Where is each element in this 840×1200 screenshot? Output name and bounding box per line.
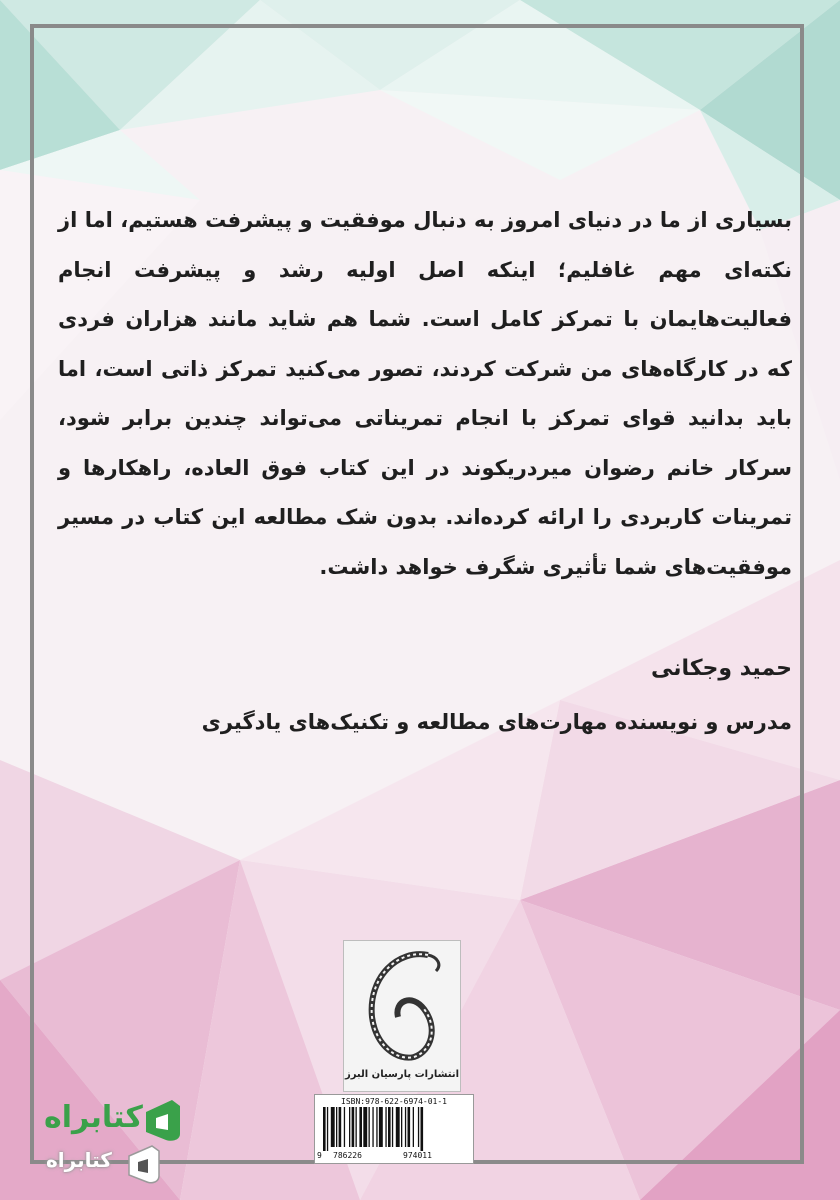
barcode-bar: [396, 1107, 400, 1147]
barcode-digits-right: 974011: [403, 1151, 432, 1160]
barcode-bar: [356, 1107, 357, 1147]
isbn-barcode: [314, 1094, 474, 1164]
barcode-bar: [336, 1107, 337, 1147]
barcode-bar: [359, 1107, 362, 1147]
barcode-bar: [372, 1107, 373, 1147]
paisley-logo-icon: [358, 947, 448, 1067]
barcode-bar: [327, 1107, 328, 1151]
author-name: حمید وجکانی: [650, 656, 792, 681]
barcode-digits-left: 786226: [333, 1151, 362, 1160]
barcode-bar: [385, 1107, 386, 1147]
barcode-bar: [405, 1107, 406, 1147]
publisher-logo: [343, 940, 461, 1092]
barcode-bar: [352, 1107, 355, 1147]
barcode-bar: [339, 1107, 342, 1147]
barcode-bar: [408, 1107, 411, 1147]
barcode-digit-lead: 9: [317, 1151, 322, 1160]
barcode-bar: [344, 1107, 345, 1147]
watermark-text-bottom: کتابراه: [46, 1148, 112, 1172]
barcode-bar: [401, 1107, 402, 1147]
watermark-text-top: کتابراه: [44, 1100, 143, 1135]
barcode-bar: [379, 1107, 383, 1147]
barcode-bars: [321, 1107, 469, 1151]
ketabrah-watermark: [38, 1092, 188, 1188]
barcode-bar: [331, 1107, 335, 1147]
barcode-bar: [363, 1107, 367, 1147]
barcode-bar: [421, 1107, 424, 1151]
back-cover-description: بسیاری از ما در دنیای امروز به دنبال موفقیت و پیشرفت هستیم، اما از نکته‌ای مهم غافلیم؛ اینکه اصل اولیه رشد و پیشرفت انجام فعالیت‌هایمان با تمرکز کامل است. شما هم شاید مانند هزاران فردی که در کارگاه‌های من شرکت کردند، تصور می‌کنید تمرکز ذاتی است، اما باید بدانید قوای تمرکز با انجام تمریناتی می‌تواند چندین برابر شود، سرکار خانم رضوان میردریکوند در این کتاب فوق العاده، راهکارها و تمرینات کاربردی را ارائه کرده‌اند. بدون شک مطالعه این کتاب در مسیر موفقیت‌های شما تأثیری شگرف خواهد داشت.: [58, 208, 792, 579]
barcode-bar: [392, 1107, 393, 1147]
barcode-bar: [388, 1107, 391, 1147]
barcode-bar: [349, 1107, 350, 1147]
publisher-name: انتشارات پارسیان البرز: [344, 1069, 460, 1080]
barcode-bar: [369, 1107, 370, 1147]
author-title: مدرس و نویسنده مهارت‌های مطالعه و تکنیک‌های یادگیری: [201, 710, 792, 734]
ketabrah-logo-icon: [142, 1098, 184, 1142]
barcode-bar: [418, 1107, 419, 1147]
ketabrah-logo-outline-icon: [126, 1144, 162, 1184]
barcode-bar: [323, 1107, 326, 1151]
barcode-bar: [413, 1107, 414, 1147]
isbn-number: ISBN:978-622-6974-01-1: [341, 1097, 447, 1106]
barcode-bar: [376, 1107, 377, 1147]
